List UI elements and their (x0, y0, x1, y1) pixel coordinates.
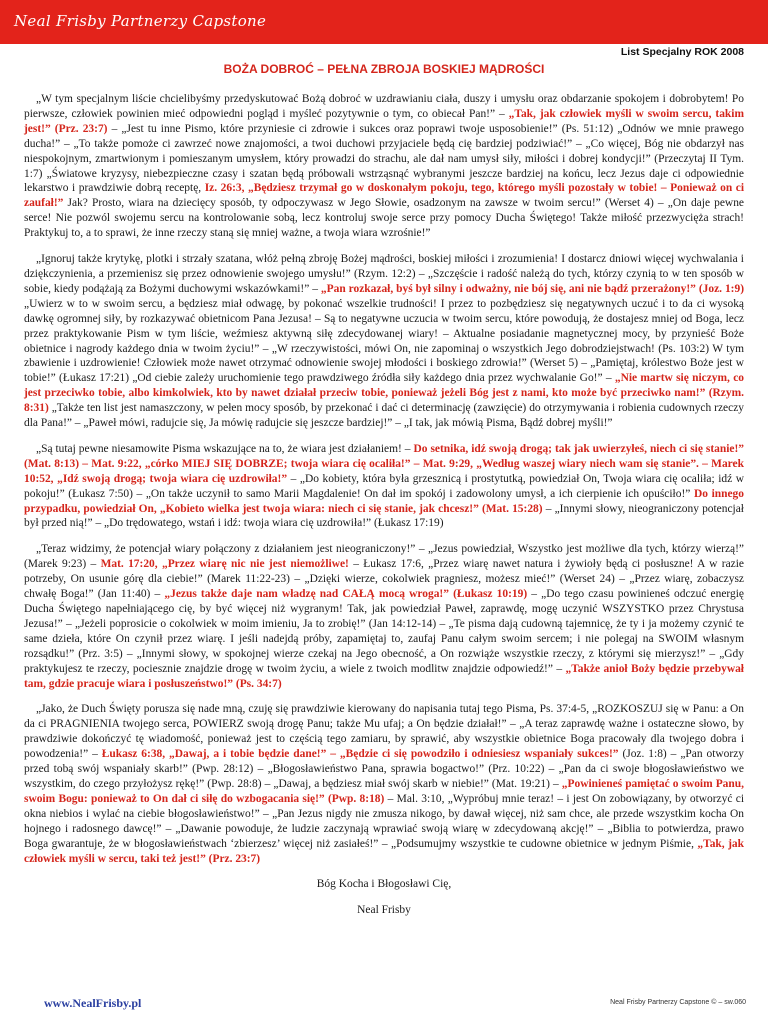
paragraph-text: – Mal. 3:10, „Wypróbuj mnie teraz! – i jest On zobowiązany, by otworzyć ci okna niebios i wylać na ciebie błogosławieństwo!” – „Pan Jezus nigdy nie zmusza nikogo, by dawał więcej, niż sam chce, ale przede wszystkim kocha On hojnego i radosnego dawcę!” – „Dawanie powoduje, że ludzie zaczynają wprawiać swoją wiarę w zdecydowaną akcję!” – „Biblia to potwierdza, prawo Boga gwarantuje, że w błogosławieństwach ‘zbierzesz’ więcej niż zasiałeś!” – „Podsumujmy wszystkie te cudowne obietnice w jednym Piśmie, (24, 792, 744, 850)
letter-label: List Specjalny ROK 2008 (620, 46, 744, 58)
scripture-emphasis: „Jezus także daje nam władzę nad CAŁĄ mocą wroga!” (Łukasz 10:19) (164, 588, 528, 601)
scripture-emphasis: Iz. 26:3, „Będziesz trzymał go w doskonałym pokoju, tego, którego myśli pozostały w tobie! – Ponieważ on ci zaufał!” (24, 182, 744, 210)
paragraph-text: „Także ten list jest namaszczony, w pełen mocy sposób, by przekonać i dać ci determinację (zawzięcie) do otrzymywania i robienia cudownych rzeczy dla Pana!” – „Paweł mówi, radujcie się, Ja mówię radujcie się jeszcze bardziej!” – „I tak, jak mówią Pisma, Bądź dobrej myśli!” (24, 402, 744, 430)
closing-signature: Neal Frisby (357, 904, 411, 917)
paragraph-text: „Ignoruj także krytykę, plotki i strzały szatana, włóż pełną zbroję Bożej mądrości, boskiej miłości i zrozumienia! I dostarcz dniowi więcej wychwalania i dziękczynienia, a przemienisz się przez odnowienie swojego umysłu!” (Rzym. 12:2) – „Szczęście i radość należą do tych, którzy czynią to w ten sposób w sobie, kiedy podążają za Bożymi duchowymi wskazówkami!” – (24, 253, 744, 295)
scripture-emphasis: „Także anioł Boży będzie przebywał tam, gdzie pracuje wiara i posłuszeństwo!” (Ps. 34:7) (24, 662, 744, 690)
scripture-emphasis: „Tak, jak człowiek myśli w swoim sercu, takim jest!” (Prz. 23:7) (24, 107, 744, 135)
document-title: BOŻA DOBROĆ – PEŁNA ZBROJA BOSKIEJ MĄDROŚCI (223, 62, 545, 76)
paragraph-text: „Są tutaj pewne niesamowite Pisma wskazujące na to, że wiara jest działaniem! – (36, 442, 414, 455)
paragraph-text: „Uwierz w to w swoim sercu, a będziesz miał odwagę, by pokonać wszelkie trudności! I przez to pozbędziesz się negatywnych uczuć i to da ci wysoką dawkę ogromnej siły, by rozkazywać obietnicom Pana Jezusa! – Są to negatywne uczucia w twoim sercu, które powodują, że dostajesz mniej od Boga, lecz przez praktykowanie Pism w tym liście, weźmiesz aktywną siłę zdecydowanej wiary! – Aktualne posiadanie magnetycznej mocy, by przynieść Boże obietnice i nagrody każdego dnia w twoim życiu!” – „W rzeczywistości, mówi On, nie zapominaj o wszystkich Jego dobrodziejstwach! (Ps. 103:2) W tym zbawienie i uzdrowienie! Człowiek może nawet otrzymać odnowienie swojej młodości i boskiego zdrowia!” (Werset 5) – „Pamiętaj, królestwo Boże jest w tobie!” (Łukasz 17:21) „Od ciebie zależy uruchomienie tego prawdziwego źródła siły każdego dnia przez wychwalanie Go!” – (24, 297, 744, 385)
paragraph-text: (Joz. 1:8) – „Pan otworzy przed tobą swój wspaniały skarb!” (Pwp. 28:12) – „Błogosławieństwo Pana, sprawia bogactwo!” (Prz. 10:22) – „Pan da ci swoje błogosławieństwo we wszystkim, do czego przyłożysz rękę!” (Pwp. 28:8) – „Dawaj, a będziesz miał swój skarb w niebie!” (Mat. 19:21) – (24, 748, 744, 790)
scripture-emphasis: Do setnika, idź swoją drogą; tak jak uwierzyłeś, niech ci się stanie!” (Mat. 8:13) – Mat. 9:22, „córko MIEJ SIĘ DOBRZE; twoja wiara cię ocaliła!” – Mat. 9:29, „Według waszej wiary niech wam się stanie”. – Marek 10:52, „Idź swoją drogą; twoja wiara cię uzdrowiła!” (24, 442, 744, 485)
scripture-emphasis: Mat. 17:20, „Przez wiarę nic nie jest niemożliwe! (100, 558, 349, 571)
header-banner (0, 0, 768, 44)
scripture-emphasis: „Pan rozkazał, byś był silny i odważny, nie bój się, ani nie bądź przerażony!” (Joz. 1:9) (320, 282, 744, 295)
closing-blessing: Bóg Kocha i Błogosławi Cię, (316, 878, 452, 891)
paragraph-text: – „Do tego czasu powinieneś odczuć energię Ducha Świętego napełniającego cię, by być więcej niż wygranym! Tak, jak powiedział Paweł, zaprawdę, mogę uczynić WSZYSTKO przez Chrystusa Jezusa!” – „Jeżeli poprosicie o cokolwiek w moim imieniu, Ja to zrobię!” (Jan 14:12-14) – „Te pisma dają cudowną tajemnicę, że ty i ja możemy czynić te same dzieła, które On czynił przez wiarę. I jeśli nadejdą próby, zapamiętaj to, zaufaj Panu całym swoim sercem; i nie polegaj na SWOIM własnym rozsądku!” (Prz. 3:5) – „Innymi słowy, w spokojnej wierze czekaj na Jego obecność, a On rozwiąże wszystkie rzeczy, z którymi się mierzysz!” – „Gdy praktykujesz te rzeczy, pociesznie znajdzie drogę w twoim życiu, a wiele z twoich modlitw znajdzie odpowiedź!” – (24, 588, 744, 675)
paragraph-text: – „Jest tu inne Pismo, które przyniesie ci zdrowie i sukces oraz poprawi twoje usposobienie!” (Ps. 51:12) „Odnów we mnie prawego ducha!” – „To także pomoże ci zawrzeć nowe znajomości, a twoi duchowi przyjaciele będą cię bardziej podziwiać!” – „Co więcej, Bóg nie obdarzył nas niespokojnym, zmartwionym i pomieszanym umysłem, który prowadzi do strachu, ale dał nam umysł siły, miłości i dobrej kondycji!” (Przeczytaj II Tym. 1:7) „Światowe kryzysy, niebezpieczne czasy i szatan będą próbowali wstrząsnąć wybranymi jeszcze bardziej na końcu, lecz Jezus daje ci odpowiednie lekarstwo i prawdziwie dobrą receptę, (24, 122, 744, 195)
paragraph-4 (24, 542, 744, 691)
paragraph-text: – „Do kobiety, która była grzesznicą i prostytutką, powiedział On, Twoja wiara cię ocaliła; idź w pokoju!” (Łukasz 7:50) – „On także uczynił to samo Marii Magdalenie! On dał im spokój i zadowolony umysł, a ich cierpienie ich opuściło!” (24, 472, 744, 500)
scripture-emphasis: „Nie martw się niczym, co jest przeciwko tobie, albo kimkolwiek, kto by nawet działał przeciw tobie, ponieważ jeżeli Bóg jest z nami, kto może być przeciwko nam!” (Rzym. 8:31) (24, 372, 744, 415)
paragraph-3 (24, 442, 744, 531)
scripture-emphasis: „Powinieneś pamiętać o swoim Panu, swoim Bogu: ponieważ to On dał ci siłę do wzbogacania się!” (Pwp. 8:18) (24, 777, 744, 805)
paragraph-5 (24, 702, 744, 866)
scripture-emphasis: „Tak, jak człowiek myśli w sercu, taki też jest!” (Prz. 23:7) (24, 837, 745, 865)
paragraph-text: „Jako, że Duch Święty porusza się nade mną, czuję się prawdziwie kierowany do napisania tutaj tego Pisma, Ps. 37:4-5, „ROZKOSZUJ się w Panu: a On da ci PRAGNIENIA twojego serca, POWIERZ swoją drogę Panu; także Mu ufaj; a On będzie działał!” – „A teraz zaprawdę ważne i ostateczne słowo, by prawdziwie dokończyć tę wiadomość, ponieważ jest to częścią tego zamiaru, by sprawić, aby wszystkie obietnice Boga pracowały dla twojego dobra i powodzenia!” – (24, 703, 744, 761)
paragraph-text: – Łukasz 17:6, „Przez wiarę nawet natura i żywioły będą ci posłuszne! A w razie potrzeby, On usunie górę dla ciebie!” (Marek 11:22-23) – „Dzięki wierze, cokolwiek pragniesz, możesz mieć!” (Werset 24) – „Przez wiarę, zobaczysz chwałę Boga!” (Jan 11:40) – (24, 558, 744, 601)
scripture-emphasis: Do innego przypadku, powiedział On, „Kobieto wielka jest twoja wiara: niech ci się stanie, jak chcesz!” (Mat. 15:28) (24, 487, 744, 515)
paragraph-1 (24, 92, 744, 241)
footer-copyright: Neal Frisby Partnerzy Capstone © – sw.060 (610, 999, 746, 1006)
paragraph-text: „Teraz widzimy, że potencjał wiary połączony z działaniem jest nieograniczony!” – „Jezus powiedział, Wszystko jest możliwe dla tych, którzy wierzą!” (Marek 9:23) – (24, 543, 744, 571)
paragraph-text: „W tym specjalnym liście chcielibyśmy przedyskutować Bożą dobroć w uzdrawianiu ciała, duszy i umysłu oraz obdarzanie spokojem i dobrobytem! Po pierwsze, człowiek powinien mieć odpowiedni pogląd i myśleć pozytywnie o tym, co obiecał Pan!” – (24, 93, 744, 120)
website-link[interactable]: www.NealFrisby.pl (44, 996, 142, 1010)
document-body (24, 92, 744, 929)
paragraph-2 (24, 252, 744, 431)
scripture-emphasis: Łukasz 6:38, „Dawaj, a i tobie będzie dane!” – „Będzie ci się powodziło i odniesiesz wspaniały sukces!” (101, 748, 619, 761)
paragraph-text: – „Innymi słowy, nieograniczony potencjał był przed nią!” – „Do trędowatego, wstań i idź: twoja wiara cię uzdrowiła!” (Łukasz 17:19) (24, 502, 744, 530)
banner-title: Neal Frisby Partnerzy Capstone (14, 12, 267, 30)
paragraph-text: Jak? Prosto, wiara na dziecięcy sposób, ty odpoczywasz w Jego Słowie, osadzonym na zawsze w twoim sercu!” (Werset 4) – „On daje pewne serce! Nie pozwól swojemu sercu na kontrolowanie sobą, lecz kontroluj swoje serce przy pomocy Ducha Świętego! Także miłość przezwycięża strach! Praktykuj to, a to sprawi, że inne rzeczy staną się mniej ważne, a twoja wiara wzrośnie!” (24, 197, 744, 240)
